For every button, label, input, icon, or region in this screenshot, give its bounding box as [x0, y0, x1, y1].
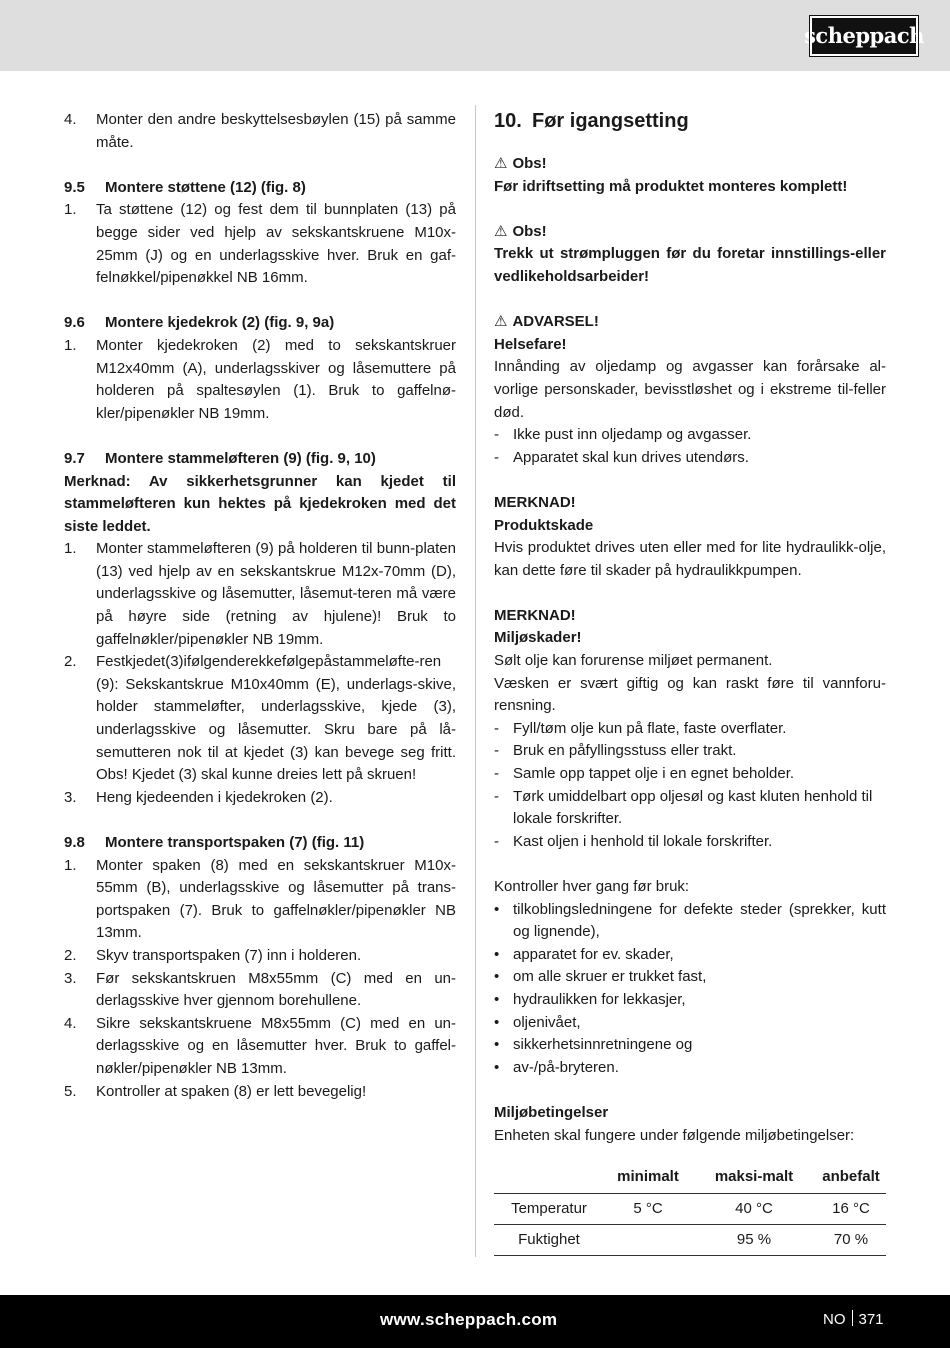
notice-text: Hvis produktet drives uten eller med for lite hydraulikk-olje, kan dette føre til skader på hydraulikkpumpen. — [494, 539, 886, 579]
warning-subtitle: Helsefare! — [494, 335, 567, 353]
obs-heading — [494, 221, 886, 244]
checklist-intro: Kontroller hver gang før bruk: — [494, 878, 690, 895]
section-heading-9-7 — [64, 448, 456, 471]
item-text: Monter kjedekroken (2) med to sekskantskruer M12x40mm (A), underlagsskiver og låsemuttere på holderen på spaltesøylen (1). Bruk to gaffelnø-kler/pipenøkler NB 19mm. — [96, 336, 456, 422]
item-text: Monter stammeløfteren (9) på holderen til bunn-platen (13) ved hjelp av en sekskantskrue M12x-70mm (D), underlagsskive og låsemutter, låsemut-teren må være på høyre side (retning av hjulene)! Bruk to gaffelnøkler/pipenøkler NB 19mm. — [96, 540, 456, 648]
obs-title: Obs! — [512, 222, 547, 240]
list-item — [64, 651, 456, 787]
warning-heading — [494, 311, 886, 334]
dash-item: - Tørk umiddelbart opp oljesøl og kast kluten henhold til lokale forskrifter. — [494, 786, 886, 831]
notice-text: Væsken er svært giftig og kan raskt føre til vannforu-rensning. — [494, 674, 886, 715]
table-cell — [604, 1225, 692, 1256]
obs-text: Trekk ut strømpluggen før du foretar innstillings-eller vedlikeholdsarbeider! — [494, 245, 886, 285]
section-heading-9-6 — [64, 312, 456, 335]
warning-triangle-icon: ⚠ — [494, 155, 508, 172]
dash-text: Ikke pust inn oljedamp og avgasser. — [513, 426, 752, 444]
item-number: 1. — [64, 540, 77, 558]
section-title: Montere transportspaken (7) (fig. 11) — [105, 834, 365, 851]
table-cell: 5 °C — [633, 1199, 663, 1217]
dash-text: Bruk en påfyllingsstuss eller trakt. — [513, 742, 737, 760]
dash-text: Samle opp tappet olje i en egnet beholder. — [513, 765, 795, 783]
item-number: 3. — [64, 788, 77, 806]
dash-item: - Bruk en påfyllingsstuss eller trakt. — [494, 740, 886, 763]
brand-logo: scheppach — [810, 16, 918, 56]
bullet-item: • hydraulikken for lekkasjer, — [494, 989, 886, 1012]
bullet-item: • oljenivået, — [494, 1012, 886, 1035]
chapter-number: 10. — [494, 110, 522, 132]
item-text: Sikre sekskantskruene M8x55mm (C) med en un-derlagsskive og en låsemutter hver. Bruk to gaffel-nøkler/pipenøkler NB 13mm. — [96, 1014, 456, 1077]
bullet-item: • om alle skruer er trukket fast, — [494, 966, 886, 989]
item-text: Før sekskantskruen M8x55mm (C) med en un-derlagsskive hver gjennom borehullene. — [96, 969, 456, 1010]
table-cell: 70 % — [833, 1230, 869, 1248]
separator — [852, 1310, 853, 1326]
env-intro: Enheten skal fungere under følgende miljøbetingelser: — [494, 1126, 855, 1144]
item-number: 3. — [64, 969, 77, 987]
table-header-cell: minimalt — [617, 1168, 679, 1186]
item-number: 2. — [64, 946, 77, 964]
list-item — [64, 968, 456, 1013]
bullet-text: av-/på-bryteren. — [513, 1058, 619, 1076]
bullet-text: apparatet for ev. skader, — [513, 945, 674, 963]
item-number: 1. — [64, 336, 77, 354]
section-number: 9.7 — [64, 449, 85, 467]
dash-item: - Apparatet skal kun drives utendørs. — [494, 447, 886, 470]
bullet-item: • apparatet for ev. skader, — [494, 944, 886, 967]
item-number: 1. — [64, 201, 77, 219]
page-footer — [0, 1295, 950, 1348]
warning-title: ADVARSEL! — [512, 313, 599, 331]
notice-subtitle: Miljøskader! — [494, 629, 582, 647]
section-title: Montere kjedekrok (2) (fig. 9, 9a) — [105, 314, 335, 332]
dash-item: - Fyll/tøm olje kun på flate, faste overflater. — [494, 718, 886, 741]
section-number: 9.6 — [64, 314, 85, 332]
bullet-text: hydraulikken for lekkasjer, — [513, 990, 686, 1008]
dash-text: Tørk umiddelbart opp oljesøl og kast kluten henhold til lokale forskrifter. — [513, 787, 873, 828]
dash-item: - Ikke pust inn oljedamp og avgasser. — [494, 424, 886, 447]
item-text: Skyv transportspaken (7) inn i holderen. — [96, 946, 362, 964]
item-number: 2. — [64, 653, 77, 671]
bullet-text: om alle skruer er trukket fast, — [513, 968, 707, 986]
page-indicator — [823, 1309, 884, 1332]
table-cell: 16 °C — [832, 1199, 870, 1217]
item-number: 4. — [64, 111, 77, 128]
bullet-item: • av-/på-bryteren. — [494, 1057, 886, 1080]
item-text: Monter den andre beskyttelsesbøylen (15) på samme måte. — [96, 111, 456, 151]
dash-text: Fyll/tøm olje kun på flate, faste overflater. — [513, 719, 787, 737]
language-code: NO — [823, 1311, 846, 1328]
section-heading-9-8 — [64, 832, 456, 855]
table-header-cell: anbefalt — [822, 1168, 880, 1186]
dash-text: Apparatet skal kun drives utendørs. — [513, 448, 749, 466]
table-header-cell: maksi-malt — [714, 1168, 794, 1186]
obs-heading — [494, 153, 886, 176]
notice-title: MERKNAD! — [494, 606, 576, 624]
column-divider — [475, 105, 476, 1257]
list-item — [64, 787, 456, 810]
bullet-item: • sikkerhetsinnretningene og — [494, 1034, 886, 1057]
table-cell: Temperatur — [511, 1199, 587, 1217]
table-row — [494, 1225, 886, 1256]
table-cell: Fuktighet — [518, 1230, 580, 1248]
list-item — [64, 1081, 456, 1104]
list-item — [64, 1013, 456, 1081]
bullet-text: tilkoblingsledningene for defekte steder (sprekker, kutt og lignende), — [513, 900, 886, 941]
section-number: 9.8 — [64, 834, 85, 851]
right-column — [494, 109, 886, 1256]
obs-text: Før idriftsetting må produktet monteres komplett! — [494, 177, 848, 195]
table-header-cell — [494, 1163, 604, 1194]
bullet-text: oljenivået, — [513, 1013, 581, 1031]
section-heading-9-5 — [64, 177, 456, 200]
chapter-title: Før igangsetting — [532, 110, 689, 132]
item-text: Ta støttene (12) og fest dem til bunnplaten (13) på begge sider ved hjelp av sekskantskruene M10x-25mm (J) og en underlagsskive hver. Bruk en gaf-felnøkkel/pipenøkkel NB 16mm. — [96, 201, 456, 287]
item-number: 1. — [64, 856, 77, 874]
item-text: Heng kjedeenden i kjedekroken (2). — [96, 788, 333, 806]
bullet-item: • tilkoblingsledningene for defekte steder (sprekker, kutt og lignende), — [494, 899, 886, 944]
list-item — [64, 199, 456, 289]
item-number: 5. — [64, 1082, 77, 1100]
section-title: Montere støttene (12) (fig. 8) — [105, 178, 306, 196]
section-number: 9.5 — [64, 178, 85, 196]
table-header-row — [494, 1163, 886, 1194]
safety-note: Merknad: Av sikkerhetsgrunner kan kjedet til stammeløfteren kun hektes på kjedekroken med det siste leddet. — [64, 472, 456, 535]
list-item — [64, 855, 456, 945]
warning-text: Innånding av oljedamp og avgasser kan forårsake al-vorlige personskader, bevisstløshet og i ekstreme til-feller død. — [494, 358, 886, 421]
list-item — [64, 335, 456, 425]
section-title: Montere stammeløfteren (9) (fig. 9, 10) — [105, 449, 376, 467]
notice-subtitle: Produktskade — [494, 516, 594, 534]
list-item — [64, 109, 456, 154]
website-link[interactable]: www.scheppach.com — [380, 1310, 558, 1329]
item-number: 4. — [64, 1014, 77, 1032]
item-text: Monter spaken (8) med en sekskantskruer M10x-55mm (B), underlagsskive og låsemutter på trans-portspaken (7). Bruk to gaffelnøkler/pipenøkler NB 13mm. — [96, 856, 456, 942]
list-item — [64, 945, 456, 968]
list-item — [64, 538, 456, 651]
dash-item: - Samle opp tappet olje i en egnet beholder. — [494, 763, 886, 786]
warning-triangle-icon: ⚠ — [494, 313, 508, 331]
dash-text: Kast oljen i henhold til lokale forskrifter. — [513, 832, 773, 850]
dash-item: - Kast oljen i henhold til lokale forskrifter. — [494, 831, 886, 854]
left-column — [64, 109, 456, 1103]
notice-text: Sølt olje kan forurense miljøet permanent. — [494, 652, 773, 670]
table-cell: 95 % — [736, 1230, 772, 1248]
obs-title: Obs! — [512, 155, 547, 172]
env-title: Miljøbetingelser — [494, 1103, 609, 1121]
table-row — [494, 1194, 886, 1225]
table-cell: 40 °C — [735, 1199, 773, 1217]
warning-triangle-icon: ⚠ — [494, 222, 508, 240]
environment-table — [494, 1163, 886, 1256]
item-text: Kontroller at spaken (8) er lett bevegelig! — [96, 1082, 367, 1100]
page-number: 371 — [858, 1311, 884, 1328]
item-text: Festkjedet(3)ifølgenderekkefølgepåstammeløfte-ren (9): Sekskantskrue M10x40mm (E), underlags-skive, holder stammeløfter, underlagsskive, kjede (3), underlagsskive og låsemutter. Skru bare på lå-semutteren nok til at kjedet (3) kan bevege seg fritt. Obs! Kjedet (3) skal kunne dreies lett på skruen! — [96, 653, 456, 784]
bullet-text: sikkerhetsinnretningene og — [513, 1036, 693, 1054]
chapter-heading — [494, 109, 886, 133]
page-header — [0, 0, 950, 71]
notice-title: MERKNAD! — [494, 493, 576, 511]
